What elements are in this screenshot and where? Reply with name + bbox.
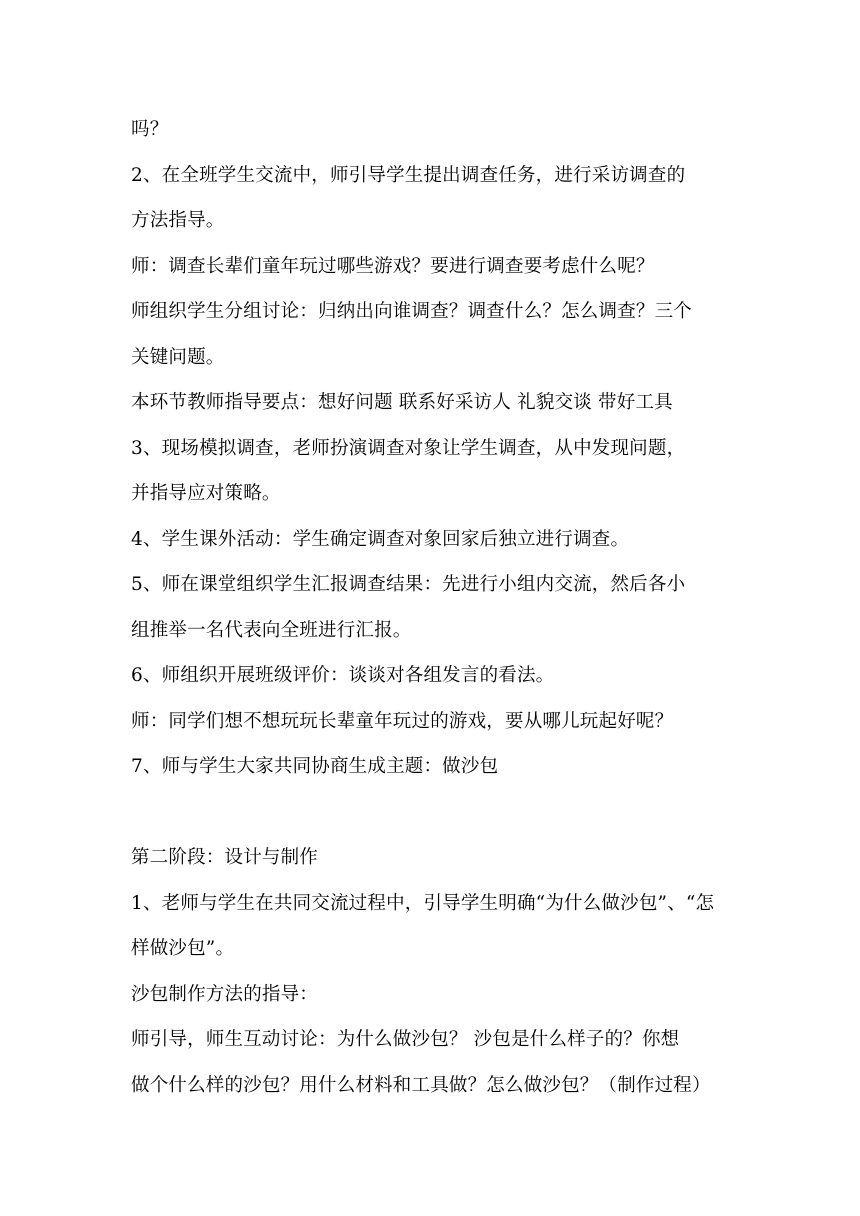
text-line: 4、学生课外活动：学生确定调查对象回家后独立进行调查。 bbox=[131, 528, 630, 550]
text-line: 沙包制作方法的指导： bbox=[131, 983, 319, 1005]
text-line: 师：调查长辈们童年玩过哪些游戏？要进行调查要考虑什么呢？ bbox=[131, 255, 655, 277]
text-line: 7、师与学生大家共同协商生成主题：做沙包 bbox=[131, 756, 499, 777]
text-line: 师组织学生分组讨论：归纳出向谁调查？调查什么？怎么调查？三个 bbox=[131, 301, 693, 322]
text-line: 6、师组织开展班级评价：谈谈对各组发言的看法。 bbox=[131, 665, 555, 686]
text-line: 样做沙包”。 bbox=[131, 938, 235, 959]
text-line: 师引导，师生互动讨论：为什么做沙包？ 沙包是什么样子的？你想 bbox=[131, 1029, 680, 1050]
text-line: 关键问题。 bbox=[131, 346, 225, 368]
text-line: 1、老师与学生在共同交流过程中，引导学生明确“为什么做沙包”、“怎 bbox=[131, 892, 715, 914]
text-line: 并指导应对策略。 bbox=[131, 483, 281, 504]
section-heading: 第二阶段：设计与制作 bbox=[131, 847, 319, 868]
text-line: 3、现场模拟调查，老师扮演调查对象让学生调查，从中发现问题， bbox=[131, 437, 686, 459]
document-body bbox=[131, 107, 736, 1108]
text-line: 本环节教师指导要点：想好问题 联系好采访人 礼貌交谈 带好工具 bbox=[131, 392, 673, 413]
text-line: 5、师在课堂组织学生汇报调查结果：先进行小组内交流，然后各小 bbox=[131, 574, 686, 595]
paragraph-gap bbox=[131, 790, 736, 836]
text-line: 吗？ bbox=[131, 119, 169, 140]
text-line: 方法指导。 bbox=[131, 210, 225, 231]
text-line: 做个什么样的沙包？用什么材料和工具做？怎么做沙包？（制作过程） bbox=[131, 1074, 711, 1096]
text-line: 组推举一名代表向全班进行汇报。 bbox=[131, 619, 412, 641]
text-line: 2、在全班学生交流中，师引导学生提出调查任务，进行采访调查的 bbox=[131, 164, 686, 186]
text-line: 师：同学们想不想玩玩长辈童年玩过的游戏，要从哪儿玩起好呢？ bbox=[131, 710, 674, 732]
